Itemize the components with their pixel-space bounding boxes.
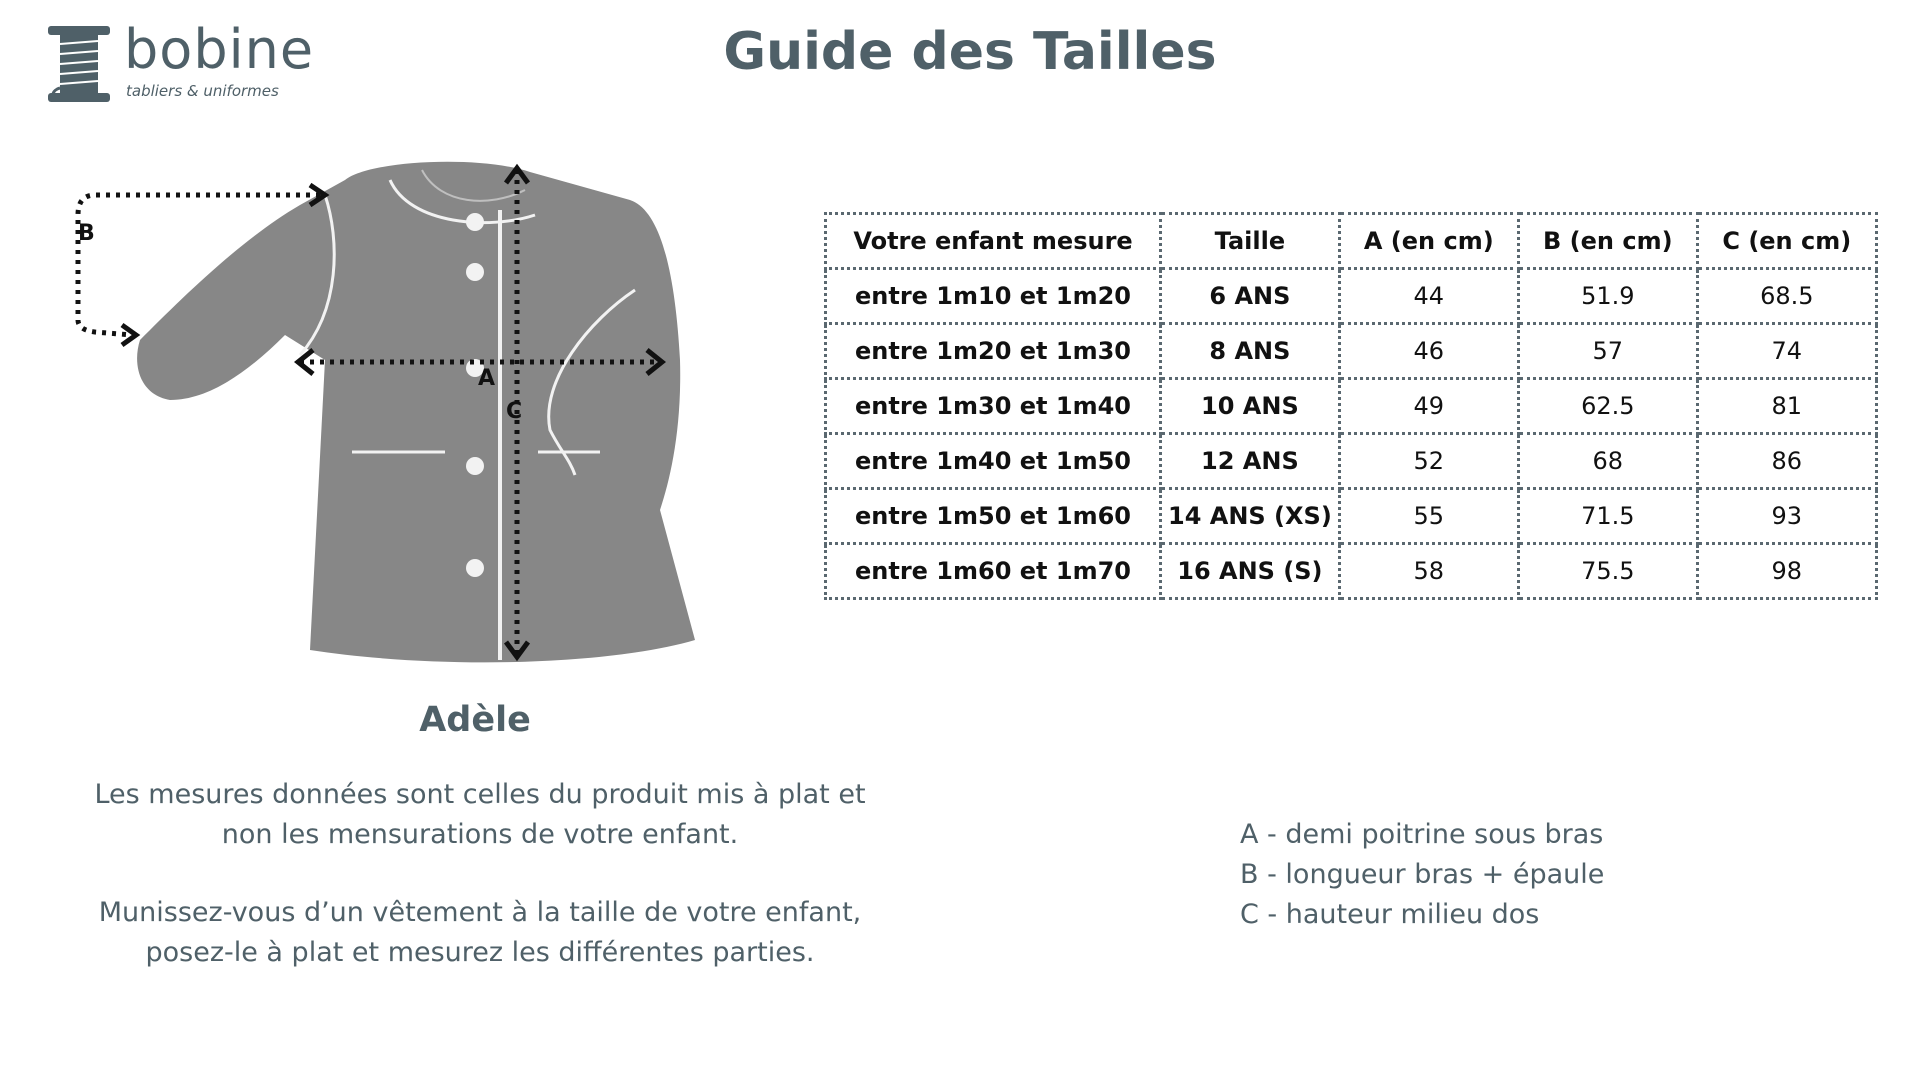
brand-name: bobine: [124, 18, 315, 81]
column-header: Votre enfant mesure: [826, 214, 1161, 269]
table-cell: 55: [1339, 489, 1518, 544]
column-header: C (en cm): [1697, 214, 1876, 269]
instructions-paragraph-1: [60, 775, 900, 855]
measure-a-label: A: [478, 366, 496, 391]
table-cell: 93: [1697, 489, 1876, 544]
table-cell: entre 1m60 et 1m70: [826, 544, 1161, 599]
table-cell: entre 1m50 et 1m60: [826, 489, 1161, 544]
table-cell: 44: [1339, 269, 1518, 324]
instructions-line: Munissez-vous d’un vêtement à la taille de votre enfant,: [98, 897, 862, 928]
page-title: Guide des Tailles: [723, 22, 1217, 82]
table-row: [826, 434, 1877, 489]
column-header: A (en cm): [1339, 214, 1518, 269]
table-header-row: [826, 214, 1877, 269]
table-cell: entre 1m30 et 1m40: [826, 379, 1161, 434]
measurement-legend: [1240, 815, 1604, 935]
instructions-paragraph-2: [60, 893, 900, 973]
garment-name: Adèle: [419, 700, 531, 740]
legend-item-a: A - demi poitrine sous bras: [1240, 819, 1604, 850]
table-cell: 52: [1339, 434, 1518, 489]
table-cell: 16 ANS (S): [1161, 544, 1340, 599]
size-table: [824, 212, 1878, 600]
legend-item-c: C - hauteur milieu dos: [1240, 899, 1540, 930]
table-cell: 98: [1697, 544, 1876, 599]
garment-body: [137, 162, 695, 663]
instructions-line: posez-le à plat et mesurez les différentes parties.: [145, 937, 815, 968]
table-cell: 14 ANS (XS): [1161, 489, 1340, 544]
instructions-line: Les mesures données sont celles du produit mis à plat et: [94, 779, 866, 810]
table-cell: 68.5: [1697, 269, 1876, 324]
instructions-line: non les mensurations de votre enfant.: [221, 819, 739, 850]
table-cell: 6 ANS: [1161, 269, 1340, 324]
column-header: B (en cm): [1518, 214, 1697, 269]
table-cell: 57: [1518, 324, 1697, 379]
table-cell: entre 1m10 et 1m20: [826, 269, 1161, 324]
table-cell: 71.5: [1518, 489, 1697, 544]
table-cell: 8 ANS: [1161, 324, 1340, 379]
table-cell: 75.5: [1518, 544, 1697, 599]
measure-c-label: C: [506, 399, 523, 424]
table-cell: entre 1m40 et 1m50: [826, 434, 1161, 489]
table-row: [826, 379, 1877, 434]
table-cell: 49: [1339, 379, 1518, 434]
table-cell: 74: [1697, 324, 1876, 379]
table-row: [826, 489, 1877, 544]
garment-illustration: [70, 150, 740, 680]
table-cell: entre 1m20 et 1m30: [826, 324, 1161, 379]
brand-tagline: tabliers & uniformes: [126, 82, 279, 100]
table-row: [826, 544, 1877, 599]
column-header: Taille: [1161, 214, 1340, 269]
measure-b-label: B: [78, 221, 95, 246]
table-row: [826, 269, 1877, 324]
table-cell: 62.5: [1518, 379, 1697, 434]
table-cell: 86: [1697, 434, 1876, 489]
table-cell: 46: [1339, 324, 1518, 379]
table-cell: 68: [1518, 434, 1697, 489]
table-cell: 10 ANS: [1161, 379, 1340, 434]
table-cell: 51.9: [1518, 269, 1697, 324]
table-cell: 12 ANS: [1161, 434, 1340, 489]
legend-item-b: B - longueur bras + épaule: [1240, 859, 1605, 890]
table-cell: 58: [1339, 544, 1518, 599]
table-cell: 81: [1697, 379, 1876, 434]
table-row: [826, 324, 1877, 379]
